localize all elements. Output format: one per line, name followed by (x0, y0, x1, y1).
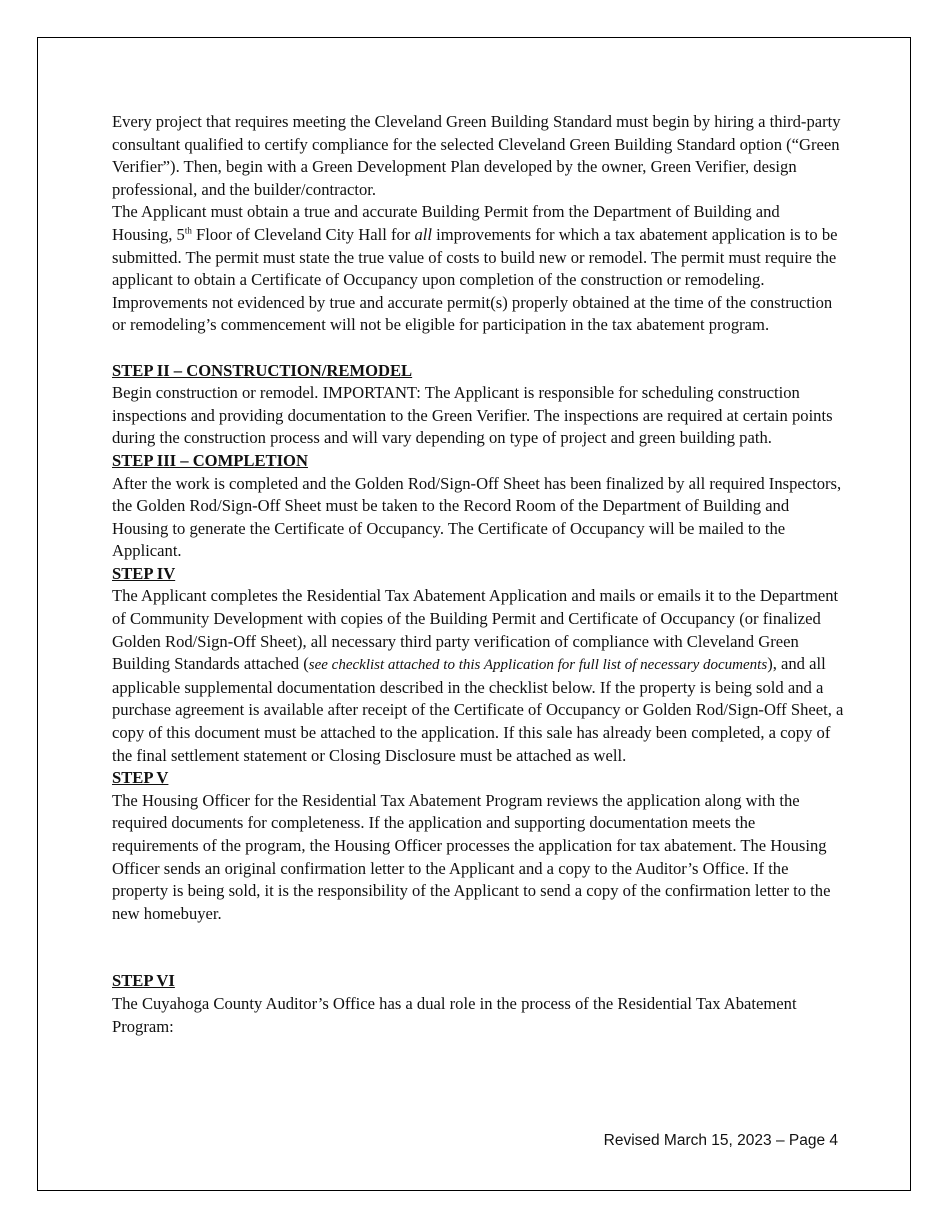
step-4-text-part-2: ), and all applicable supplemental documentation described in the checklist below. If the property is being sold and a purchase agreement is available after receipt of the Certificate of Occupancy or Golden Rod/Sign-Off Sheet, a copy of this document must be attached to the application. If this sale has already been completed, a copy of the final settlement statement or Closing Disclosure must be attached as well. (112, 654, 844, 765)
floor-ordinal-suffix: th (184, 225, 192, 236)
step-2-heading: STEP II – CONSTRUCTION/REMODEL (112, 360, 413, 380)
page-footer-revision: Revised March 15, 2023 – Page 4 (603, 1132, 838, 1149)
intro-paragraph-green-verifier: Every project that requires meeting the Cleveland Green Building Standard must begin by hiring a third-party consultant qualified to certify compliance for the selected Cleveland Green Building Standard option (“Green Verifier”). Then, begin with a Green Development Plan developed by the owner, Green Verifier, design professional, and the builder/contractor. (112, 112, 841, 199)
step-4-heading: STEP IV (112, 563, 176, 583)
step-5-body: The Housing Officer for the Residential Tax Abatement Program reviews the application along with the required documents for completeness. If the application and supporting documentation meets the requirements of the program, the Housing Officer processes the application for tax abatement. The Housing Officer sends an original confirmation letter to the Applicant and a copy to the Auditor’s Office. If the property is being sold, it is the responsibility of the Applicant to send a copy of the confirmation letter to the new homebuyer. (112, 790, 831, 923)
document-body (112, 111, 844, 1038)
step-5-heading: STEP V (112, 768, 169, 788)
permit-text-part-2: Floor of Cleveland City Hall for (191, 224, 415, 244)
spacer (112, 925, 844, 970)
step-3-heading: STEP III – COMPLETION (112, 450, 308, 470)
permit-text-part-3: improvements for which a tax abatement application is to be submitted. The permit must state the true value of costs to build new or remodel. The permit must require the applicant to obtain a Certificate of Occupancy upon completion of the construction or remodeling. Improvements not evidenced by true and accurate permit(s) properly obtained at the time of the construction or remodeling’s commencement will not be eligible for participation in the tax abatement program. (112, 224, 838, 335)
step-6-heading: STEP VI (112, 971, 175, 991)
intro-paragraph-building-permit (112, 201, 844, 337)
checklist-reference-italic: see checklist attached to this Application for full list of necessary documents (308, 657, 768, 674)
spacer (112, 337, 844, 360)
permit-emphasis-all: all (414, 224, 432, 244)
step-3-body: After the work is completed and the Golden Rod/Sign-Off Sheet has been finalized by all required Inspectors, the Golden Rod/Sign-Off Sheet must be taken to the Record Room of the Department of Building and Housing to generate the Certificate of Occupancy. The Certificate of Occupancy will be mailed to the Applicant. (112, 473, 842, 561)
step-4-body (112, 585, 844, 767)
step-2-body: Begin construction or remodel. IMPORTANT: The Applicant is responsible for scheduling construction inspections and providing documentation to the Green Verifier. The inspections are required at certain points during the construction process and will vary depending on type of project and green building path. (112, 383, 833, 448)
permit-text-part-1: The Applicant must obtain a true and accurate Building Permit from the Department of Building and Housing, 5 (112, 202, 780, 244)
step-4-text-part-1: The Applicant completes the Residential Tax Abatement Application and mails or emails it to the Department of Community Development with copies of the Building Permit and Certificate of Occupancy (or finalized Golden Rod/Sign-Off Sheet), all necessary third party verification of compliance with Cleveland Green Building Standards attached ( (112, 586, 839, 674)
step-6-body: The Cuyahoga County Auditor’s Office has a dual role in the process of the Residential Tax Abatement Program: (112, 993, 797, 1036)
